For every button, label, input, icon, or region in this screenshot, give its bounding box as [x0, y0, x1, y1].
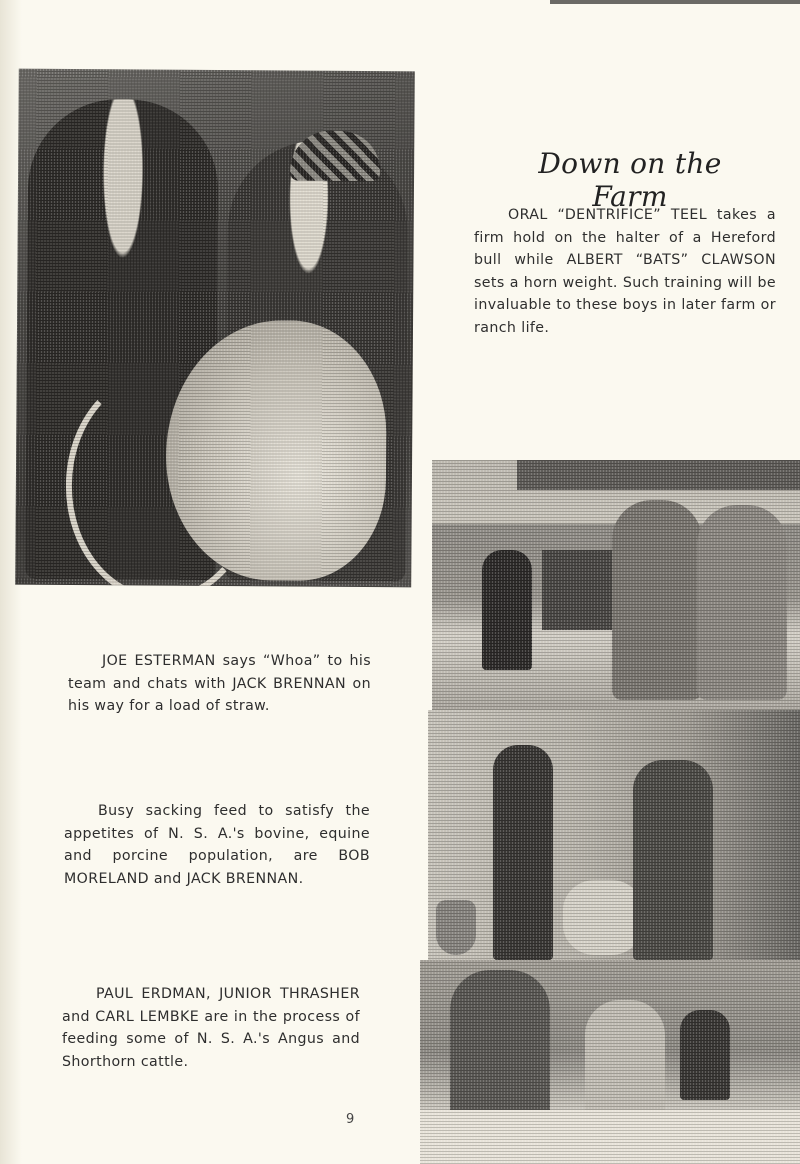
- photo-grain: [428, 710, 800, 965]
- caption-text: PAUL ERDMAN, JUNIOR THRASHER and CARL LEMBKE are in the process of feeding some of N. S. A.'s Angus and Shorthorn cattle.: [62, 986, 360, 1070]
- caption-horse-team: [68, 650, 371, 718]
- caption-text: ORAL “DENTRIFICE” TEEL takes a firm hold on the halter of a Hereford bull while ALBERT “BATS” CLAWSON sets a horn weight. Such training will be invaluable to these boys in later farm or ranch life.: [474, 207, 776, 336]
- page-title: Down on the Farm: [538, 147, 722, 213]
- caption-feeding-cattle: [62, 983, 360, 1073]
- photo-grain: [432, 460, 800, 710]
- photo-boys-with-bull: [15, 69, 415, 588]
- caption-sacking-feed: [64, 800, 370, 890]
- photo-sacking-feed: [428, 710, 800, 965]
- photo-feeding-cattle: [420, 960, 800, 1164]
- caption-text: Busy sacking feed to satisfy the appetites of N. S. A.'s bovine, equine and porcine population, are BOB MORELAND and JACK BRENNAN.: [64, 803, 370, 887]
- page-top-shadow: [550, 0, 800, 4]
- photo-grain: [420, 960, 800, 1164]
- photo-grain: [15, 69, 415, 588]
- caption-text: JOE ESTERMAN says “Whoa” to his team and chats with JACK BRENNAN on his way for a load of straw.: [68, 653, 371, 714]
- page-number: 9: [346, 1112, 355, 1127]
- photo-horse-team: [432, 460, 800, 710]
- caption-boys-with-bull: [474, 204, 776, 339]
